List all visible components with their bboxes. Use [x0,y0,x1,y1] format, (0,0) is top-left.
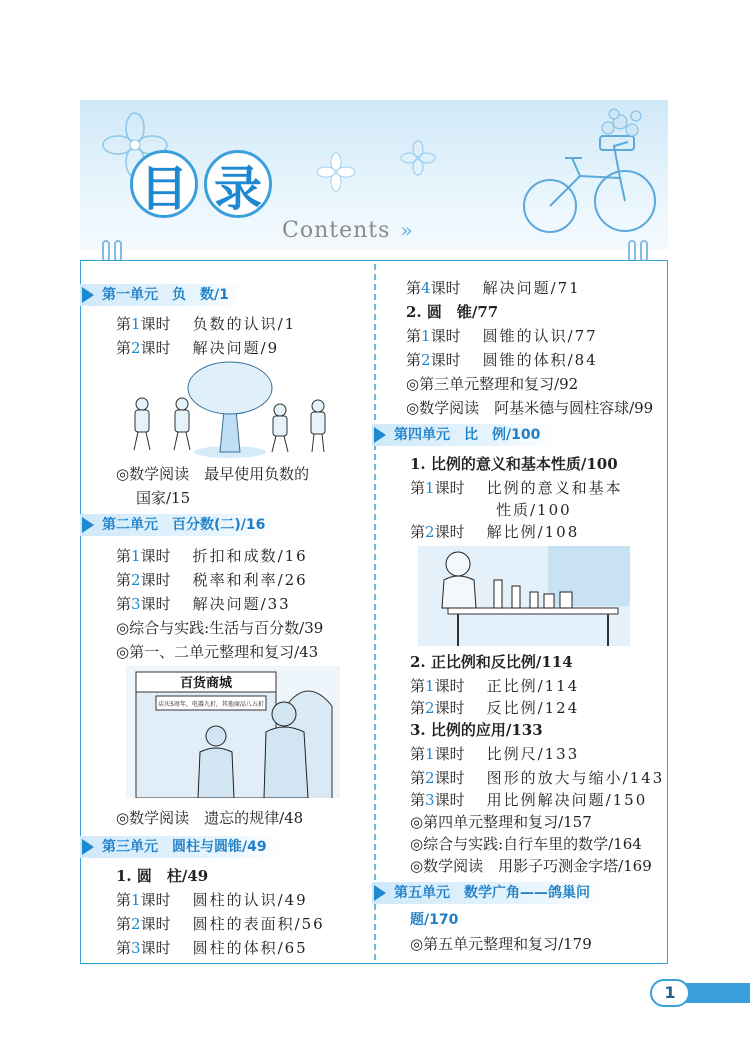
department-store-illustration [126,666,340,798]
toc-entry-review[interactable]: ◎第五单元整理和复习/179 [410,935,592,953]
toc-entry-reading[interactable]: ◎数学阅读 用影子巧测金字塔/169 [410,857,652,875]
toc-section[interactable]: 1. 比例的意义和基本性质/100 [410,455,618,473]
binder-clip-icon [114,240,122,262]
store-sign: 百货商城 [179,676,233,691]
toc-entry[interactable]: 第1课时 负数的认识/1 [116,315,297,333]
page-number: 1 [650,979,690,1007]
boy-with-cylinders-illustration [418,546,630,646]
toc-entry[interactable]: 第3课时 圆柱的体积/65 [116,939,308,957]
toc-entry[interactable]: 第3课时 解决问题/33 [116,595,291,613]
toc-entry[interactable]: 第2课时 解决问题/9 [116,339,280,357]
store-banner: 店庆5周年，电器九折，其他商品八五折 [158,701,264,708]
unit-5-heading-cont[interactable]: 题/170 [410,912,459,928]
double-chevron-icon: » [400,218,414,242]
toc-entry[interactable]: 第1课时 圆锥的认识/77 [406,327,598,345]
toc-entry[interactable]: 第2课时 圆柱的表面积/56 [116,915,325,933]
binder-clip-icon [102,240,110,262]
toc-entry-reading[interactable]: ◎数学阅读 最早使用负数的 [116,465,310,483]
title-char-mu: 目 [130,150,198,218]
unit-1-heading[interactable]: 第一单元 负 数/1 [80,284,245,306]
toc-section[interactable]: 2. 正比例和反比例/114 [410,653,573,671]
toc-entry[interactable]: 第1课时 比例的意义和基本 [410,479,623,497]
arrow-icon [374,885,386,901]
header-banner [80,100,668,250]
unit-3-heading[interactable]: 第三单元 圆柱与圆锥/49 [80,836,283,858]
toc-entry-cont[interactable]: 性质/100 [496,501,572,519]
toc-entry[interactable]: 第2课时 反比例/124 [410,699,580,717]
toc-entry[interactable]: 第3课时 用比例解决问题/150 [410,791,648,809]
binder-clip-icon [640,240,648,262]
toc-entry-reading[interactable]: ◎数学阅读 阿基米德与圆柱容球/99 [406,399,654,417]
arrow-icon [82,839,94,855]
bicycle-illustration [510,106,660,246]
ice-tree-children-illustration [120,360,340,460]
title-char-lu: 录 [204,150,272,218]
unit-2-heading[interactable]: 第二单元 百分数(二)/16 [80,514,281,536]
footer-bar [686,983,750,1003]
arrow-icon [374,427,386,443]
toc-entry[interactable]: 第2课时 解比例/108 [410,523,580,541]
column-divider [374,264,376,960]
toc-entry-review[interactable]: ◎第三单元整理和复习/92 [406,375,579,393]
unit-5-heading[interactable]: 第五单元 数学广角——鸽巢问 [372,882,606,904]
toc-entry[interactable]: 第2课时 税率和利率/26 [116,571,308,589]
toc-entry-practice[interactable]: ◎综合与实践:自行车里的数学/164 [410,835,642,853]
arrow-icon [82,517,94,533]
contents-word: Contents [282,218,391,243]
toc-section[interactable]: 1. 圆 柱/49 [116,867,209,885]
toc-entry[interactable]: 第2课时 图形的放大与缩小/143 [410,769,665,787]
toc-entry[interactable]: 第4课时 解决问题/71 [406,279,581,297]
flower-decoration-icon [400,140,436,176]
toc-section[interactable]: 2. 圆 锥/77 [406,303,499,321]
arrow-icon [82,287,94,303]
contents-label [282,218,414,243]
toc-entry[interactable]: 第2课时 圆锥的体积/84 [406,351,598,369]
toc-entry[interactable]: 第1课时 正比例/114 [410,677,580,695]
unit-4-heading[interactable]: 第四单元 比 例/100 [372,424,556,446]
toc-entry-reading[interactable]: ◎数学阅读 遗忘的规律/48 [116,809,304,827]
toc-entry-reading-cont[interactable]: 国家/15 [136,489,191,507]
toc-entry-review[interactable]: ◎第一、二单元整理和复习/43 [116,643,319,661]
binder-clip-icon [628,240,636,262]
toc-entry-review[interactable]: ◎第四单元整理和复习/157 [410,813,592,831]
toc-section[interactable]: 3. 比例的应用/133 [410,721,543,739]
toc-entry[interactable]: 第1课时 折扣和成数/16 [116,547,308,565]
flower-decoration-icon [316,152,356,192]
toc-entry[interactable]: 第1课时 比例尺/133 [410,745,580,763]
toc-entry-practice[interactable]: ◎综合与实践:生活与百分数/39 [116,619,324,637]
toc-entry[interactable]: 第1课时 圆柱的认识/49 [116,891,308,909]
